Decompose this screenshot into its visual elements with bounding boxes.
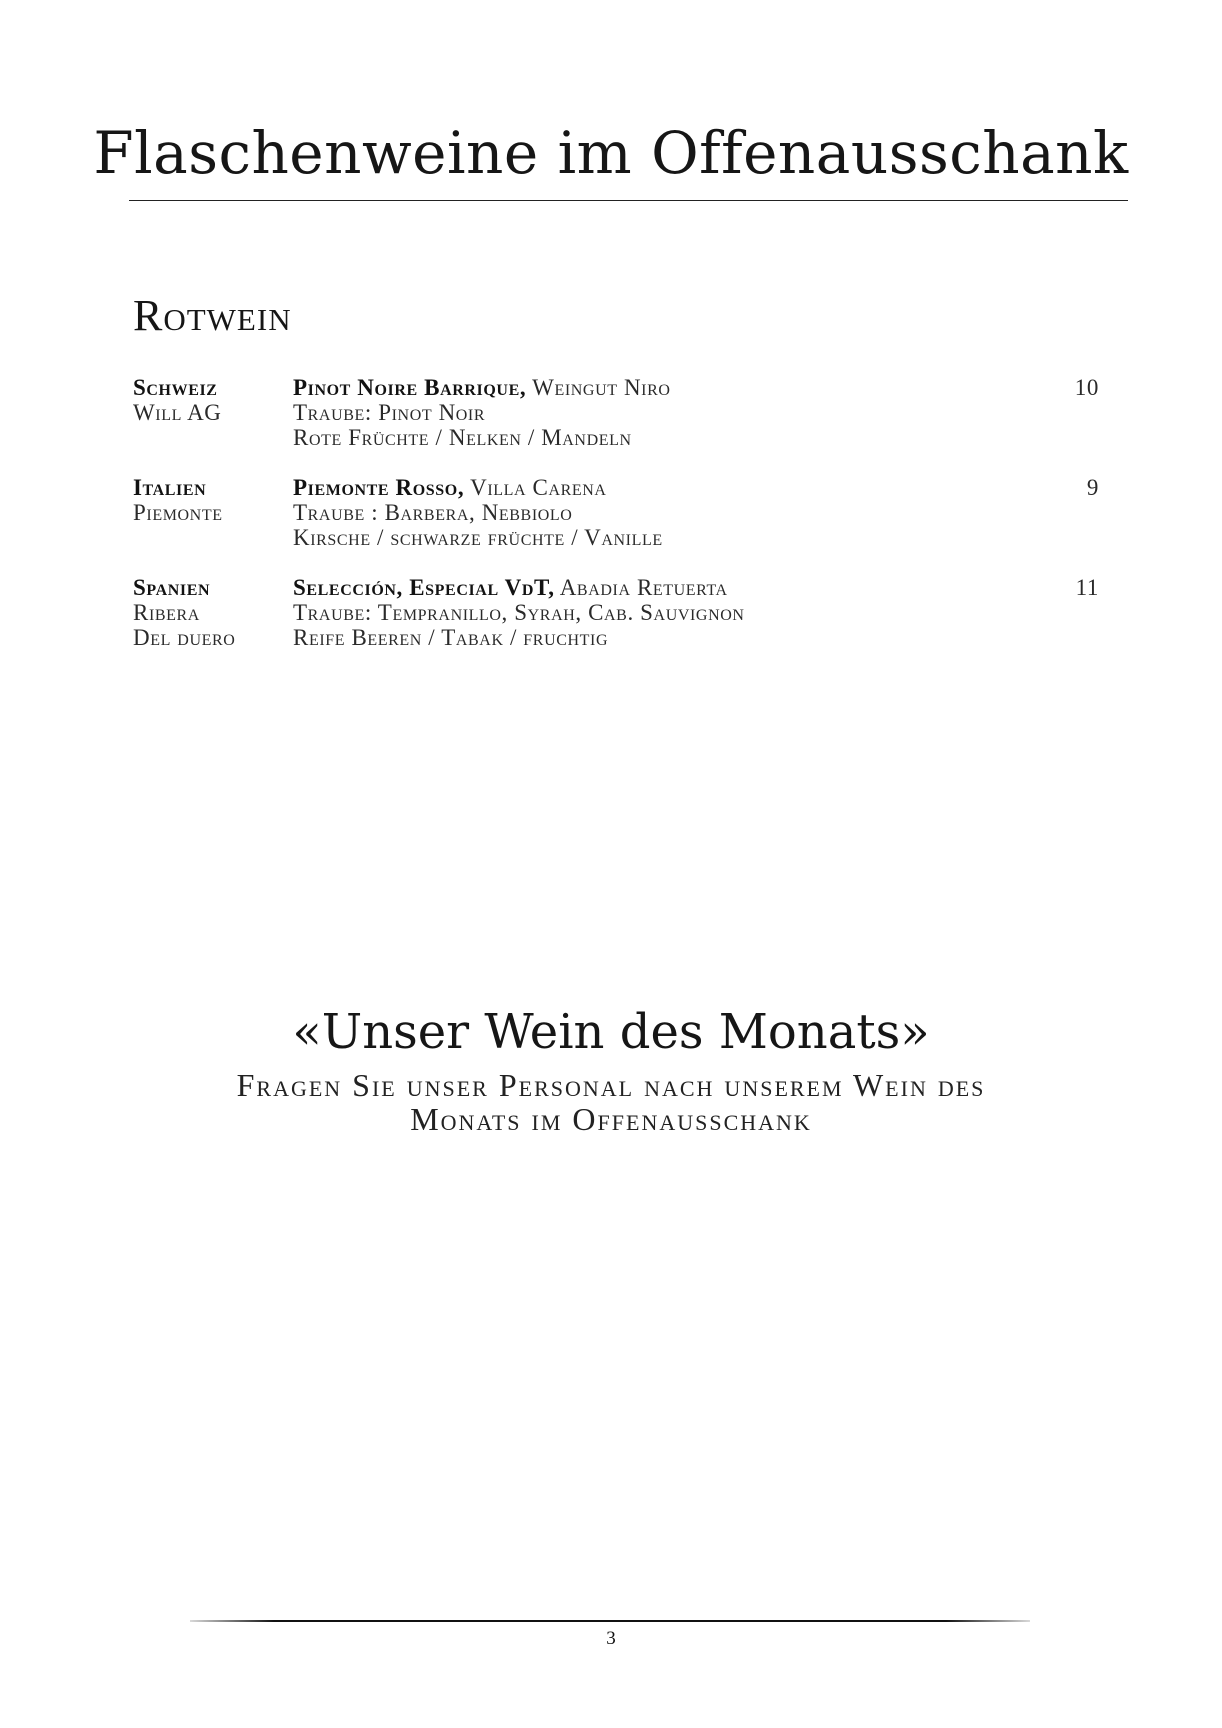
- wine-country: Spanien: [133, 575, 211, 600]
- section-heading: Rotwein: [133, 291, 292, 340]
- wine-grape: Traube : Barbera, Nebbiolo: [293, 500, 573, 525]
- wine-name: Piemonte Rosso,: [293, 475, 465, 500]
- wine-region: Ribera: [133, 600, 200, 625]
- wine-producer: Abadia Retuerta: [559, 575, 728, 600]
- wine-notes: Kirsche / schwarze früchte / Vanille: [293, 525, 663, 550]
- wine-of-month-text: [150, 1068, 1072, 1136]
- wine-list: [133, 375, 1099, 675]
- wine-of-month-line: Fragen Sie unser Personal nach unserem Wein des: [236, 1067, 986, 1103]
- wine-entry: [133, 375, 1099, 475]
- wine-grape: Traube: Pinot Noir: [293, 400, 486, 425]
- wine-name: Selección, Especial VdT,: [293, 575, 555, 600]
- wine-entry: [133, 575, 1099, 675]
- wine-entry: [133, 475, 1099, 575]
- wine-origin: [133, 575, 293, 650]
- wine-price: 9: [1086, 475, 1099, 500]
- wine-country: Italien: [133, 475, 207, 500]
- wine-notes: Rote Früchte / Nelken / Mandeln: [293, 425, 632, 450]
- wine-origin: [133, 475, 293, 525]
- wine-price: 11: [1075, 575, 1099, 600]
- wine-of-month-title: «Unser Wein des Monats»: [292, 1004, 930, 1060]
- wine-producer: Weingut Niro: [532, 375, 671, 400]
- wine-description: [293, 575, 1013, 650]
- wine-description: [293, 375, 1013, 450]
- wine-region: Piemonte: [133, 500, 223, 525]
- wine-grape: Traube: Tempranillo, Syrah, Cab. Sauvignon: [293, 600, 745, 625]
- wine-country: Schweiz: [133, 375, 218, 400]
- wine-price: 10: [1074, 375, 1099, 400]
- page-number: 3: [606, 1628, 616, 1649]
- wine-of-month-line: Monats im Offenausschank: [410, 1101, 812, 1137]
- wine-origin: [133, 375, 293, 425]
- footer-divider: [190, 1620, 1030, 1622]
- page-title: Flaschenweine im Offenausschank: [93, 119, 1129, 187]
- wine-notes: Reife Beeren / Tabak / fruchtig: [293, 625, 609, 650]
- wine-name: Pinot Noire Barrique,: [293, 375, 527, 400]
- title-divider: [129, 200, 1128, 201]
- wine-region: Del duero: [133, 625, 236, 650]
- wine-region: Will AG: [133, 400, 222, 425]
- wine-producer: Villa Carena: [470, 475, 607, 500]
- wine-description: [293, 475, 1013, 550]
